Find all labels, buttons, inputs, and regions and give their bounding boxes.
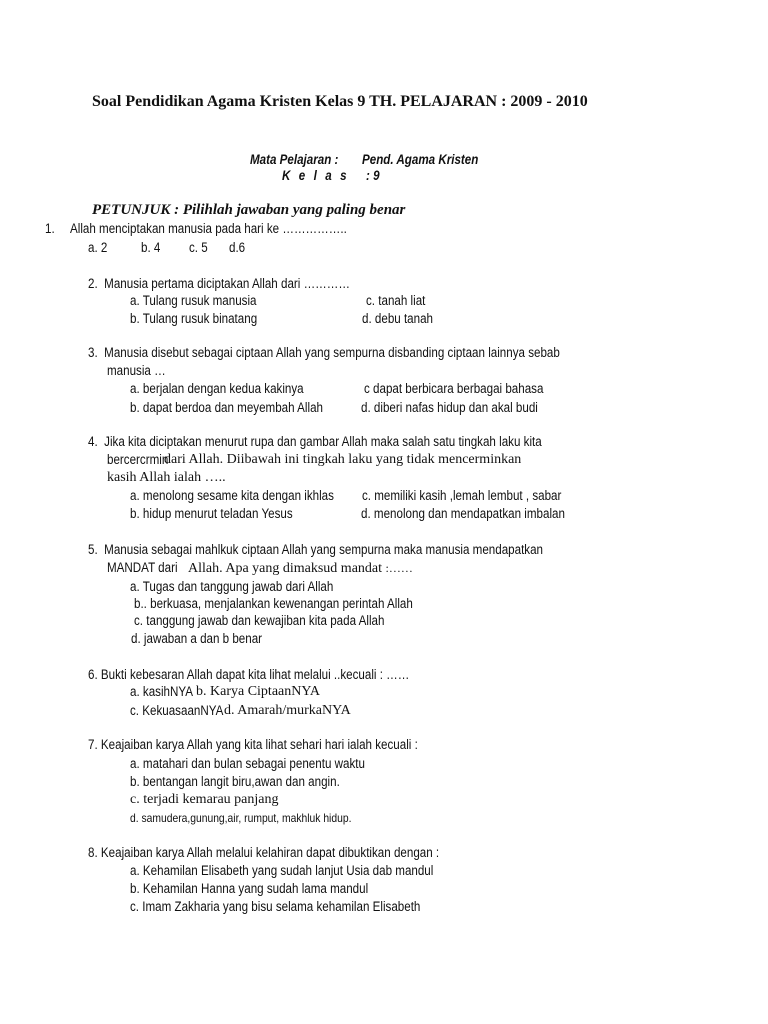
question-1-option: d.6 [229,240,246,255]
question-2-text: 2. Manusia pertama diciptakan Allah dari ………… [88,276,351,291]
question-4-text-cont: bercercrmin [107,452,169,467]
question-7-option: a. matahari dan bulan sebagai penentu waktu [130,756,365,771]
question-4-text-cont: kasih Allah ialah ….. [107,470,226,485]
question-4-option: c. memiliki kasih ,lemah lembut , sabar [362,488,562,503]
question-7-option: b. bentangan langit biru,awan dan angin. [130,774,340,789]
question-8-option: c. Imam Zakharia yang bisu selama kehamilan Elisabeth [130,899,421,914]
question-5-option: c. tanggung jawab dan kewajiban kita pada Allah [134,613,385,628]
question-2-option: b. Tulang rusuk binatang [130,311,258,326]
question-1-text: Allah menciptakan manusia pada hari ke …………….. [70,221,347,236]
question-3-option: b. dapat berdoa dan meyembah Allah [130,400,324,415]
question-5-text-cont: Allah. Apa yang dimaksud mandat :…… [188,561,413,576]
subject-label: Mata Pelajaran : [250,152,339,167]
question-1-option: b. 4 [141,240,161,255]
question-4-text: 4. Jika kita diciptakan menurut rupa dan gambar Allah maka salah satu tingkah laku kita [88,434,542,449]
question-3-text-cont: manusia … [107,363,166,378]
question-3-option: d. diberi nafas hidup dan akal budi [361,400,538,415]
document-title: Soal Pendidikan Agama Kristen Kelas 9 TH. PELAJARAN : 2009 - 2010 [92,93,588,110]
question-7-option: d. samudera,gunung,air, rumput, makhluk hidup. [130,811,352,825]
question-6-option: c. KekuasaanNYA [130,703,224,718]
question-3-option: c dapat berbicara berbagai bahasa [364,381,544,396]
question-6-option: a. kasihNYA [130,684,194,699]
question-7-text: 7. Keajaiban karya Allah yang kita lihat sehari hari ialah kecuali : [88,737,418,752]
question-2-option: c. tanah liat [366,293,426,308]
subject-value: Pend. Agama Kristen [362,152,479,167]
question-5-text: 5. Manusia sebagai mahlkuk ciptaan Allah yang sempurna maka manusia mendapatkan [88,542,544,557]
question-4-option: a. menolong sesame kita dengan ikhlas [130,488,334,503]
question-8-option: b. Kehamilan Hanna yang sudah lama mandul [130,881,369,896]
question-1-number: 1. [45,221,55,236]
question-2-option: a. Tulang rusuk manusia [130,293,257,308]
question-4-option: b. hidup menurut teladan Yesus [130,506,293,521]
question-5-option: d. jawaban a dan b benar [131,631,263,646]
class-value: : 9 [366,168,380,183]
question-5-option: a. Tugas dan tanggung jawab dari Allah [130,579,334,594]
question-1-option: a. 2 [88,240,108,255]
question-1-option: c. 5 [189,240,208,255]
class-label: K e l a s [282,168,350,183]
question-5-text-cont: MANDAT dari [107,560,178,575]
instructions: PETUNJUK : Pilihlah jawaban yang paling benar [92,202,406,218]
question-4-text-cont: dari Allah. Diibawah ini tingkah laku yang tidak mencerminkan [164,452,522,467]
question-3-text: 3. Manusia disebut sebagai ciptaan Allah yang sempurna disbanding ciptaan lainnya sebab [88,345,560,360]
question-3-option: a. berjalan dengan kedua kakinya [130,381,304,396]
question-8-text: 8. Keajaiban karya Allah melalui kelahiran dapat dibuktikan dengan : [88,845,440,860]
question-5-option: b.. berkuasa, menjalankan kewenangan perintah Allah [134,596,413,611]
question-6-option: b. Karya CiptaanNYA [196,684,321,699]
question-8-option: a. Kehamilan Elisabeth yang sudah lanjut Usia dab mandul [130,863,434,878]
question-7-option: c. terjadi kemarau panjang [130,792,279,807]
question-6-text: 6. Bukti kebesaran Allah dapat kita lihat melalui ..kecuali : …… [88,667,410,682]
question-4-option: d. menolong dan mendapatkan imbalan [361,506,565,521]
question-2-option: d. debu tanah [362,311,434,326]
question-6-option: d. Amarah/murkaNYA [224,703,351,718]
